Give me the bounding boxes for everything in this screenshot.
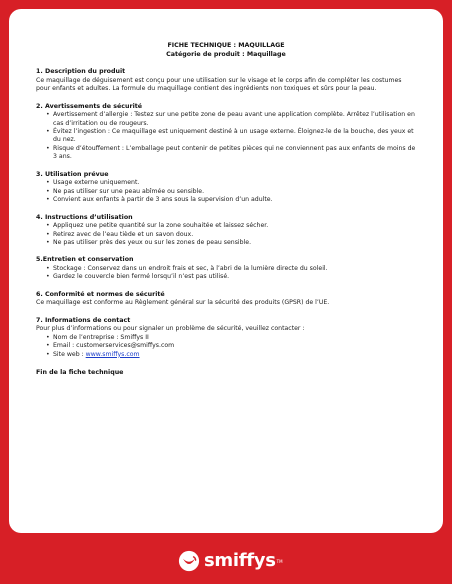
list-item: • Évitez l’ingestion : Ce maquillage est uniquement destiné à un usage externe. Éloignez-le de la bouche, des yeux et du nez. xyxy=(47,128,416,145)
list-item: • Stockage : Conservez dans un endroit frais et sec, à l’abri de la lumière directe du soleil. xyxy=(47,265,416,273)
document-page xyxy=(9,9,443,533)
section-intended-use xyxy=(36,171,416,205)
list-item: • Gardez le couvercle bien fermé lorsqu’il n’est pas utilisé. xyxy=(47,273,416,281)
section-compliance xyxy=(36,291,416,308)
section-instructions xyxy=(36,214,416,248)
bullet-list xyxy=(36,111,416,162)
document-header xyxy=(36,41,416,59)
bullet-list xyxy=(36,334,416,359)
section-text: Pour plus d’informations ou pour signaler un problème de sécurité, veuillez contacter : xyxy=(36,325,305,333)
section-care-storage xyxy=(36,256,416,281)
list-item: • Convient aux enfants à partir de 3 ans sous la supervision d’un adulte. xyxy=(47,196,416,204)
list-item: • Nom de l’entreprise : Smiffys II xyxy=(47,334,416,342)
logo-trademark: TM xyxy=(276,558,283,564)
bullet-list xyxy=(36,179,416,204)
bullet-list xyxy=(36,222,416,247)
section-safety-warnings xyxy=(36,103,416,162)
list-item: • Ne pas utiliser près des yeux ou sur les zones de peau sensible. xyxy=(47,239,416,247)
section-title: 3. Utilisation prévue xyxy=(36,170,109,178)
section-title: 7. Informations de contact xyxy=(36,316,131,324)
smile-logo-icon xyxy=(178,550,200,572)
section-title: 6. Conformité et normes de sécurité xyxy=(36,290,165,298)
document-title: FICHE TECHNIQUE : MAQUILLAGE xyxy=(167,42,285,49)
website-label: Site web : xyxy=(53,350,86,358)
list-item: • Retirez avec de l’eau tiède et un savon doux. xyxy=(47,231,416,239)
list-item: • Usage externe uniquement. xyxy=(47,179,416,187)
website-link[interactable]: www.smiffys.com xyxy=(85,350,140,358)
bullet-list xyxy=(36,265,416,282)
section-description xyxy=(36,68,416,93)
list-item: • Email : customerservices@smiffys.com xyxy=(47,342,416,350)
section-title: 5.Entretien et conservation xyxy=(36,256,134,264)
section-text: Ce maquillage de déguisement est conçu pour une utilisation sur le visage et le corps afin de compléter les costumes pour enfants et adultes. La formule du maquillage contient des ingrédients non toxiques et sûrs pour la peau. xyxy=(36,76,402,93)
section-text: Ce maquillage est conforme au Règlement général sur la sécurité des produits (GPSR) de l’UE. xyxy=(36,299,330,307)
smiffys-logo xyxy=(178,543,283,579)
list-item: • Avertissement d’allergie : Testez sur une petite zone de peau avant une application complète. Arrêtez l’utilisation en cas d’irritation ou de rougeurs. xyxy=(47,111,416,128)
section-contact xyxy=(36,317,416,359)
section-title: 1. Description du produit xyxy=(36,68,126,76)
section-title: 4. Instructions d’utilisation xyxy=(36,213,133,221)
section-title: 2. Avertissements de sécurité xyxy=(36,102,143,110)
logo-wordmark: smiffys xyxy=(204,550,276,571)
end-of-sheet-note: Fin de la fiche technique xyxy=(36,369,124,377)
list-item: • Appliquez une petite quantité sur la zone souhaitée et laissez sécher. xyxy=(47,222,416,230)
document-subtitle: Catégorie de produit : Maquillage xyxy=(166,51,286,59)
list-item: • Ne pas utiliser sur une peau abîmée ou sensible. xyxy=(47,188,416,196)
list-item: • Risque d’étouffement : L’emballage peut contenir de petites pièces qui ne conviennent pas aux enfants de moins de 3 ans. xyxy=(47,145,416,162)
list-item-website xyxy=(47,351,416,359)
